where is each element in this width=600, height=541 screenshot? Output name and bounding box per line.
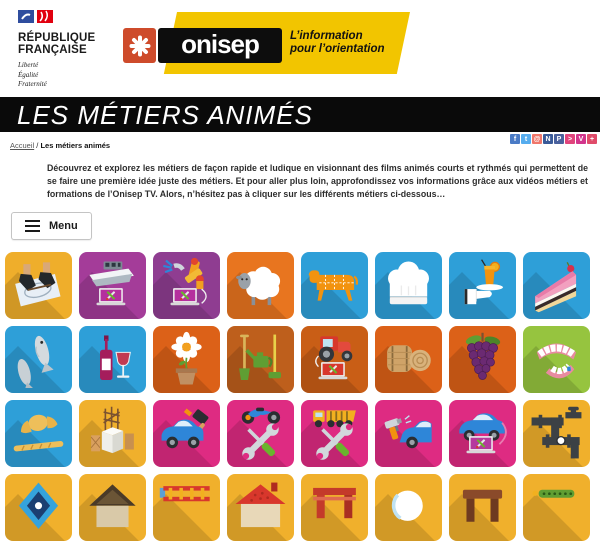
onisep-star-icon (123, 28, 156, 63)
metier-tile-garden-tools[interactable] (227, 326, 294, 393)
breadcrumb-separator: / (34, 141, 41, 150)
onisep-tagline: L’information pour l’orientation (290, 30, 385, 55)
breadcrumb-home-link[interactable]: Accueil (10, 141, 35, 150)
onisep-wordmark: onisep (158, 28, 282, 63)
metier-tile-scaffolding[interactable] (79, 400, 146, 467)
cake-slice-icon (523, 252, 590, 319)
page-title: LES MÉTIERS ANIMÉS (17, 99, 313, 130)
chef-hat-icon (375, 252, 442, 319)
cow-butcher-cuts-icon (301, 252, 368, 319)
metier-tile-car-paint-spray[interactable] (375, 400, 442, 467)
metier-tile-red-roof[interactable] (227, 474, 294, 541)
metier-tile-chef-hat[interactable] (375, 252, 442, 319)
scaffolding-icon (79, 400, 146, 467)
more-share-icon[interactable]: + (587, 134, 597, 144)
metier-tile-grapes[interactable] (449, 326, 516, 393)
intro-text: Découvrez et explorez les métiers de façon rapide et ludique en visionnant des films animés courts et rythmés qui permettent de se faire une première idée juste des métiers. Et pour aller plus loin, approfondissez vos informations grâce aux vidéos métiers et formations de l’Onisep TV. Alors, n’hésitez pas à cliquer sur les différents métiers ci-dessous… (47, 163, 588, 200)
car-paint-spray-icon (375, 400, 442, 467)
gov-logo-title: RÉPUBLIQUE FRANÇAISE (18, 32, 96, 56)
metier-tile-boat-maintenance[interactable] (79, 252, 146, 319)
share-arrow-icon[interactable]: > (565, 134, 575, 144)
facebook-share-icon[interactable]: f (510, 134, 520, 144)
green-dots-icon (523, 474, 590, 541)
metier-tile-pipes[interactable] (523, 400, 590, 467)
metier-tile-red-beam[interactable] (301, 474, 368, 541)
metier-tile-cake-slice[interactable] (523, 252, 590, 319)
pipes-icon (523, 400, 590, 467)
metier-tile-cow-butcher-cuts[interactable] (301, 252, 368, 319)
pinterest-share-icon[interactable]: P (554, 134, 564, 144)
red-beam-icon (301, 474, 368, 541)
metier-tile-waiter-tray[interactable] (449, 252, 516, 319)
republique-francaise-logo[interactable] (18, 10, 118, 90)
dark-roof-icon (79, 474, 146, 541)
metier-tile-wine-bottle-glass[interactable] (79, 326, 146, 393)
metier-tile-white-sphere[interactable] (375, 474, 442, 541)
sheep-icon (227, 252, 294, 319)
grapes-icon (449, 326, 516, 393)
car-body-repair-icon (153, 400, 220, 467)
metier-tile-car-diagnostics[interactable] (449, 400, 516, 467)
croissant-baguette-icon (5, 400, 72, 467)
metier-tile-daisy-pot[interactable] (153, 326, 220, 393)
barrels-icon (375, 326, 442, 393)
dentures-icon (523, 326, 590, 393)
metier-tile-green-dots[interactable] (523, 474, 590, 541)
metier-tile-wood-counter[interactable] (449, 474, 516, 541)
metier-tile-gloves-workbench[interactable] (5, 252, 72, 319)
metier-tile-fish[interactable] (5, 326, 72, 393)
blue-diamond-icon (5, 474, 72, 541)
metier-tile-dark-roof[interactable] (79, 474, 146, 541)
french-flag-icon (18, 10, 118, 29)
metier-tile-car-body-repair[interactable] (153, 400, 220, 467)
gov-logo-motto: Liberté Égalité Fraternité (18, 61, 47, 88)
breadcrumb-current: Les métiers animés (40, 141, 111, 150)
wood-counter-icon (449, 474, 516, 541)
robot-arm-icon (153, 252, 220, 319)
tractor-icon (301, 326, 368, 393)
metier-tile-tractor[interactable] (301, 326, 368, 393)
menu-button-label: Menu (49, 220, 78, 232)
wine-bottle-glass-icon (79, 326, 146, 393)
viadeo-share-icon[interactable]: V (576, 134, 586, 144)
email-share-icon[interactable]: @ (533, 135, 541, 143)
motorcycle-tools-icon (227, 400, 294, 467)
netvibes-share-icon[interactable]: N (543, 134, 553, 144)
waiter-tray-icon (449, 252, 516, 319)
boat-maintenance-icon (79, 252, 146, 319)
fish-icon (5, 326, 72, 393)
breadcrumb (10, 141, 110, 150)
metier-tile-croissant-baguette[interactable] (5, 400, 72, 467)
share-bar (510, 134, 597, 144)
metier-tile-truck-tools[interactable] (301, 400, 368, 467)
truck-tools-icon (301, 400, 368, 467)
car-diagnostics-icon (449, 400, 516, 467)
metier-tile-blue-diamond[interactable] (5, 474, 72, 541)
metier-tile-sheep[interactable] (227, 252, 294, 319)
metier-tile-ladder[interactable] (153, 474, 220, 541)
metier-tile-robot-arm[interactable] (153, 252, 220, 319)
metier-tile-dentures[interactable] (523, 326, 590, 393)
twitter-share-icon[interactable]: t (521, 134, 531, 144)
daisy-pot-icon (153, 326, 220, 393)
menu-button[interactable] (11, 212, 92, 240)
garden-tools-icon (227, 326, 294, 393)
onisep-logo[interactable] (120, 10, 412, 78)
metier-tile-motorcycle-tools[interactable] (227, 400, 294, 467)
metier-tile-barrels[interactable] (375, 326, 442, 393)
ladder-icon (153, 474, 220, 541)
red-roof-icon (227, 474, 294, 541)
hamburger-icon (25, 220, 40, 233)
white-sphere-icon (375, 474, 442, 541)
gloves-workbench-icon (5, 252, 72, 319)
page-title-banner (0, 97, 600, 132)
metiers-grid (5, 252, 590, 541)
